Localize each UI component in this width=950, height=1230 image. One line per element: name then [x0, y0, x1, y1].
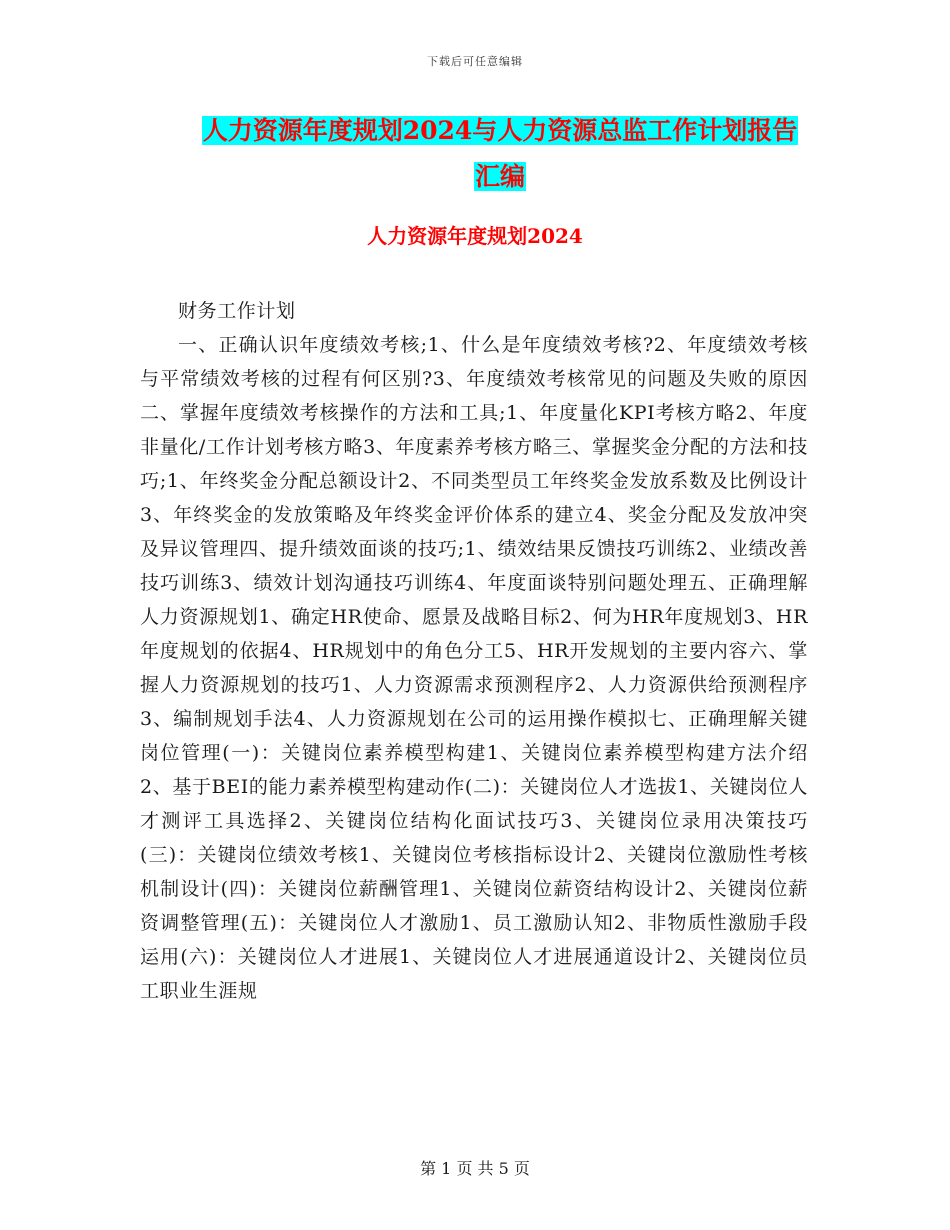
body-paragraph: 一、正确认识年度绩效考核;1、什么是年度绩效考核?2、年度绩效考核与平常绩效考核的过程有何区别?3、年度绩效考核常见的问题及失败的原因二、掌握年度绩效考核操作的方法和工具;1、年度量化KPI考核方略2、年度非量化/工作计划考核方略3、年度素养考核方略三、掌握奖金分配的方法和技巧;1、年终奖金分配总额设计2、不同类型员工年终奖金发放系数及比例设计3、年终奖金的发放策略及年终奖金评价体系的建立4、奖金分配及发放冲突及异议管理四、提升绩效面谈的技巧;1、绩效结果反馈技巧训练2、业绩改善技巧训练3、绩效计划沟通技巧训练4、年度面谈特别问题处理五、正确理解人力资源规划1、确定HR使命、愿景及战略目标2、何为HR年度规划3、HR年度规划的依据4、HR规划中的角色分工5、HR开发规划的主要内容六、掌握人力资源规划的技巧1、人力资源需求预测程序2、人力资源供给预测程序3、编制规划手法4、人力资源规划在公司的运用操作模拟七、正确理解关键岗位管理(一)：关键岗位素养模型构建1、关键岗位素养模型构建方法介绍2、基于BEI的能力素养模型构建动作(二)：关键岗位人才选拔1、关键岗位人才测评工具选择2、关键岗位结构化面试技巧3、关键岗位录用决策技巧(三)：关键岗位绩效考核1、关键岗位考核指标设计2、关键岗位激励性考核机制设计(四)：关键岗位薪酬管理1、关键岗位薪资结构设计2、关键岗位薪资调整管理(五)：关键岗位人才激励1、员工激励认知2、非物质性激励手段运用(六)：关键岗位人才进展1、关键岗位人才进展通道设计2、关键岗位员工职业生涯规 — [140, 334, 808, 1002]
body-subtitle: 财务工作计划 — [178, 300, 296, 322]
document-body — [140, 294, 808, 1008]
section-heading: 人力资源年度规划2024 — [367, 224, 583, 248]
document-title — [140, 108, 860, 200]
page-number-footer: 第 1 页 共 5 页 — [420, 1159, 530, 1178]
page-header: 下载后可任意编辑 — [427, 55, 523, 68]
document-title-line-1: 人力资源年度规划2024与人力资源总监工作计划报告 — [202, 116, 798, 145]
document-title-line-2: 汇编 — [474, 162, 525, 191]
